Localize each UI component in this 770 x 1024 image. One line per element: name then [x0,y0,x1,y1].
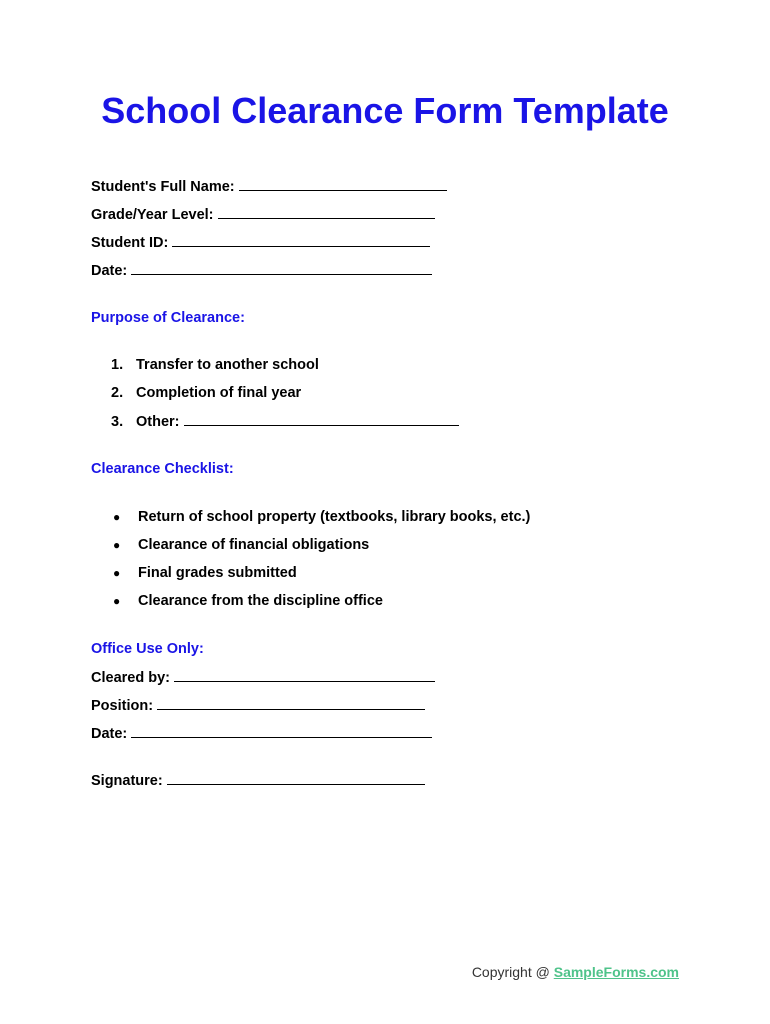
checklist-item-property [111,508,530,526]
date-field [91,261,432,280]
list-text: Final grades submitted [138,565,297,581]
purpose-item-other [111,412,459,431]
blank-line [167,771,425,785]
blank-line [157,696,425,710]
bullet-icon: ● [113,594,121,608]
checklist-item-financial [111,536,369,554]
checklist-heading: Clearance Checklist: [91,461,234,477]
copyright-footer [472,964,679,980]
list-text: Completion of final year [136,385,302,401]
grade-level-field [91,205,435,224]
copyright-text: Copyright @ [471,964,554,980]
list-text: Return of school property (textbooks, library books, etc.) [138,509,531,525]
list-text: Clearance from the discipline office [138,593,383,609]
cleared-by-field [91,668,435,687]
checklist-item-grades [111,564,297,582]
bullet-icon: ● [113,538,121,552]
student-name-field [91,177,447,196]
student-id-field [91,233,430,252]
purpose-item-completion [111,384,301,402]
purpose-item-transfer [111,356,319,374]
office-use-heading: Office Use Only: [91,641,204,657]
blank-line [172,233,430,247]
bullet-icon: ● [113,510,121,524]
list-number: 3. [111,414,124,430]
office-date-field [91,724,432,743]
bullet-icon: ● [113,566,121,580]
field-label: Cleared by: [91,670,170,686]
field-label: Date: [91,726,128,742]
list-text: Other: [136,414,180,430]
blank-line [131,724,432,738]
purpose-heading: Purpose of Clearance: [91,310,245,326]
signature-field [91,771,425,790]
position-field [91,696,425,715]
page-title: School Clearance Form Template [101,90,669,131]
blank-line [218,205,435,219]
blank-line [239,177,447,191]
field-label: Position: [91,698,154,714]
blank-line [184,412,459,426]
checklist-item-discipline [111,592,383,610]
field-label: Signature: [91,773,163,789]
brand-link[interactable]: SampleForms.com [553,964,679,980]
list-number: 2. [111,385,124,401]
list-text: Clearance of financial obligations [138,537,370,553]
blank-line [131,261,432,275]
list-number: 1. [111,357,124,373]
field-label: Student ID: [91,235,169,251]
field-label: Grade/Year Level: [91,207,214,223]
blank-line [174,668,435,682]
list-text: Transfer to another school [136,357,319,373]
field-label: Date: [91,263,128,279]
field-label: Student's Full Name: [91,179,235,195]
